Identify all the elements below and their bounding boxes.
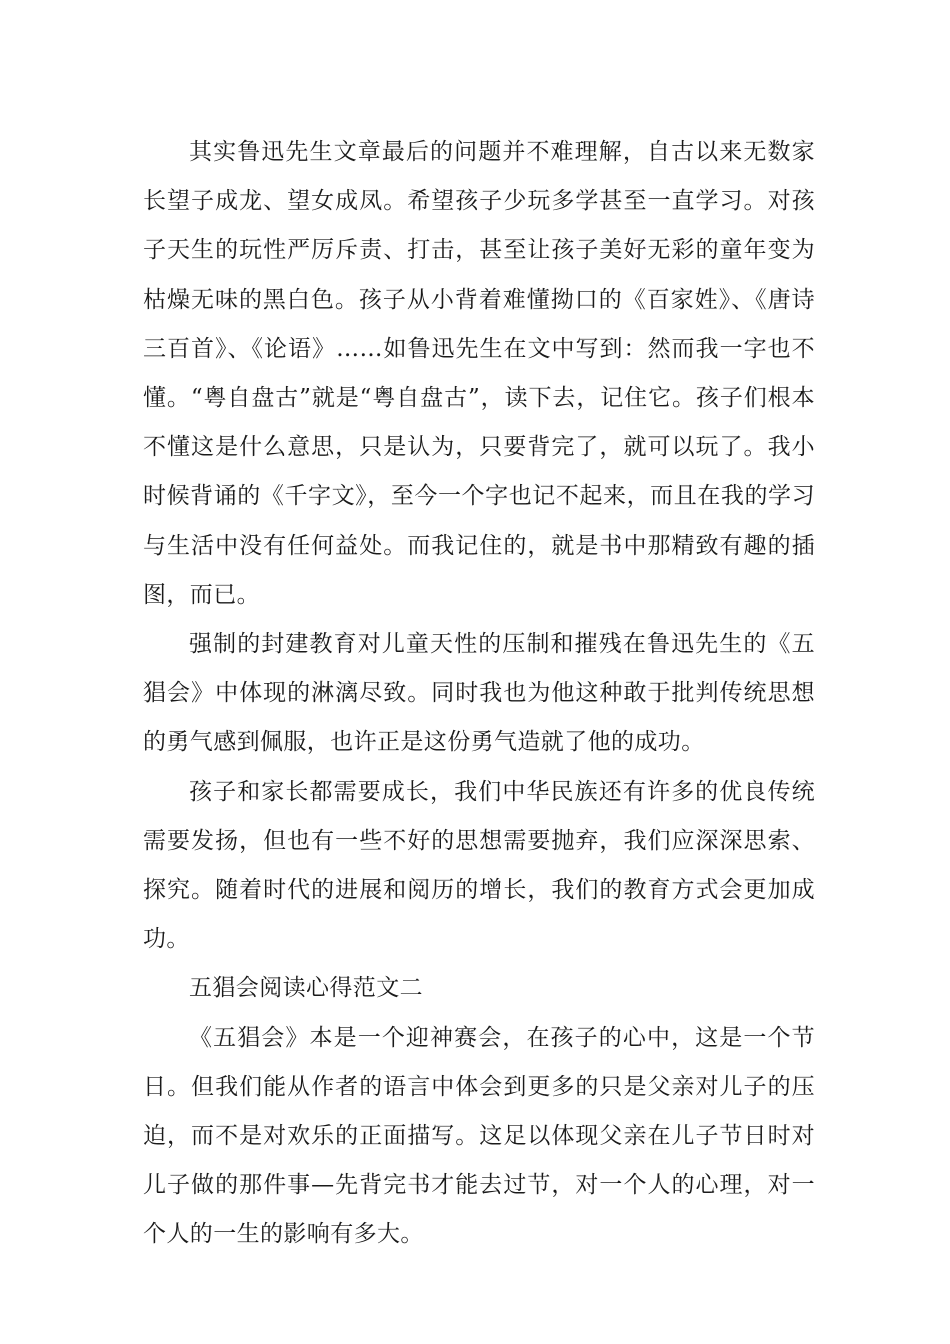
document-body — [143, 128, 815, 1260]
paragraph-4: 《五猖会》本是一个迎神赛会，在孩子的心中，这是一个节日。但我们能从作者的语言中体会到更多的只是父亲对儿子的压迫，而不是对欢乐的正面描写。这足以体现父亲在儿子节日时对儿子做的那件事—先背完书才能去过节，对一个人的心理，对一个人的一生的影响有多大。 — [143, 1024, 815, 1248]
section-heading: 五猖会阅读心得范文二 — [189, 975, 423, 1002]
paragraph-3: 孩子和家长都需要成长，我们中华民族还有许多的优良传统需要发扬，但也有一些不好的思想需要抛弃，我们应深深思索、探究。随着时代的进展和阅历的增长，我们的教育方式会更加成功。 — [143, 778, 815, 953]
paragraph-1: 其实鲁迅先生文章最后的问题并不难理解，自古以来无数家长望子成龙、望女成凤。希望孩子少玩多学甚至一直学习。对孩子天生的玩性严厉斥责、打击，甚至让孩子美好无彩的童年变为枯燥无味的黑白色。孩子从小背着难懂拗口的《百家姓》、《唐诗三百首》、《论语》……如鲁迅先生在文中写到：然而我一字也不懂。“粤自盘古”就是“粤自盘古”，读下去，记住它。孩子们根本不懂这是什么意思，只是认为，只要背完了，就可以玩了。我小时候背诵的《千字文》，至今一个字也记不起来，而且在我的学习与生活中没有任何益处。而我记住的，就是书中那精致有趣的插图，而已。 — [143, 139, 815, 608]
paragraph-2: 强制的封建教育对儿童天性的压制和摧残在鲁迅先生的《五猖会》中体现的淋漓尽致。同时我也为他这种敢于批判传统思想的勇气感到佩服，也许正是这份勇气造就了他的成功。 — [143, 631, 815, 756]
